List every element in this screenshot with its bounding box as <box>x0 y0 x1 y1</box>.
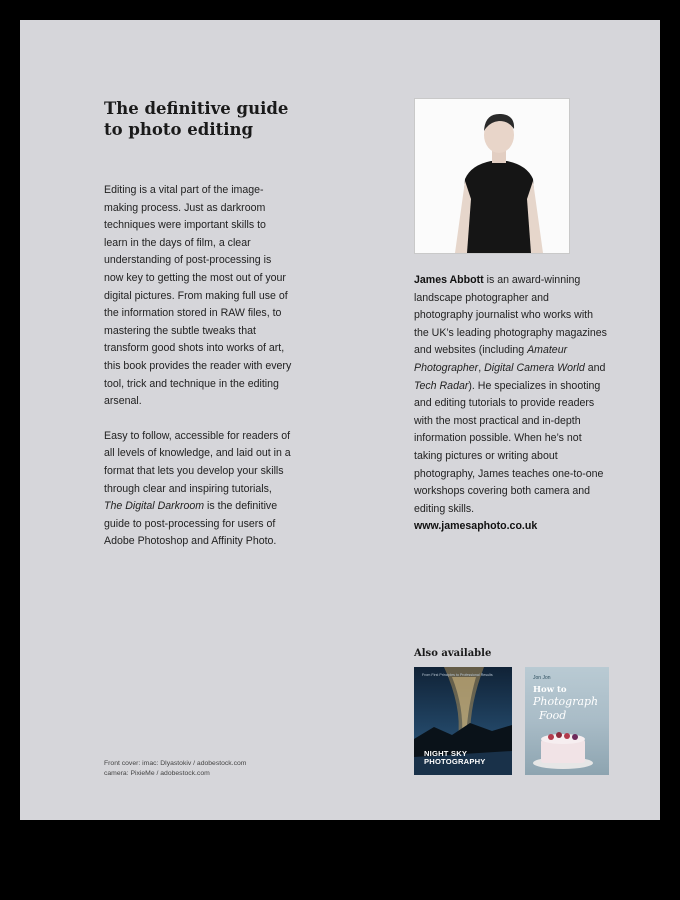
author-name: James Abbott <box>414 274 484 286</box>
bio-text-1: is an award-winning landscape photographer and photography journalist who works with the UK’s leading photography magazines and websites (including <box>414 274 607 357</box>
author-portrait-image <box>415 99 569 253</box>
blurb-paragraph-2-text-a: Easy to follow, accessible for readers of all levels of knowledge, and laid out in a format that lets you develop your skills through clear and inspiring tutorials, <box>104 429 291 495</box>
credits-line-1: Front cover: imac: Dlyastokiv / adobestock.com <box>104 760 247 767</box>
back-cover-page <box>20 20 660 820</box>
bio-sep-1: , <box>478 361 485 374</box>
author-bio <box>414 272 610 536</box>
book1-title <box>424 750 486 767</box>
bio-text-2: ). He specializes in shooting and editing tutorials to provide readers with the most practical and in-depth information possible. When he’s not taking pictures or writing about photography, James teaches one-to-one workshops covering both camera and editing skills. <box>414 379 604 515</box>
bio-sep-2: and <box>584 361 606 374</box>
author-website: www.jamesaphoto.co.uk <box>414 520 538 533</box>
book-cover-night-sky <box>414 667 512 775</box>
book2-title-line-1: How to <box>533 685 567 695</box>
title-line-2: to photo editing <box>104 120 254 139</box>
also-available-heading: Also available <box>414 648 492 659</box>
title-line-1: The definitive guide <box>104 99 289 118</box>
book-title-italic: The Digital Darkroom <box>104 500 205 513</box>
magazine-3: Tech Radar <box>414 379 469 392</box>
page-title <box>104 98 304 140</box>
blurb-paragraph-2-text-b: is the definitive guide to post-processing for users of Adobe Photoshop and Affinity Photo. <box>104 500 278 548</box>
book2-title-line-2: Photograph <box>533 695 599 708</box>
author-photo <box>414 98 570 254</box>
cake-cover-art <box>525 667 609 775</box>
blurb-paragraph-1: Editing is a vital part of the image-making process. Just as darkroom techniques were important skills to learn in the days of film, a clear understanding of post-processing is now key to getting the most out of your digital pictures. From making full use of the information stored in RAW files, to mastering the subtle tweaks that transform good shots into works of art, this book provides the reader with every tool, trick and technique in the editing arsenal. <box>104 184 292 408</box>
book1-title-line-1: NIGHT SKY <box>424 749 468 758</box>
book2-author: Jon Jon <box>533 675 551 681</box>
book-cover-food <box>525 667 609 775</box>
blurb <box>104 182 292 568</box>
credits-line-2: camera: PixieMe / adobestock.com <box>104 769 210 777</box>
cover-credits <box>104 759 324 778</box>
book1-tagline: From First Principles to Professional Results <box>422 673 493 677</box>
magazine-1: Amateur Photographer <box>414 344 568 374</box>
book1-title-line-2: PHOTOGRAPHY <box>424 757 486 767</box>
magazine-2: Digital Camera World <box>484 361 585 374</box>
book2-title-line-3: Food <box>539 709 567 722</box>
blurb-paragraph-2 <box>104 428 292 551</box>
